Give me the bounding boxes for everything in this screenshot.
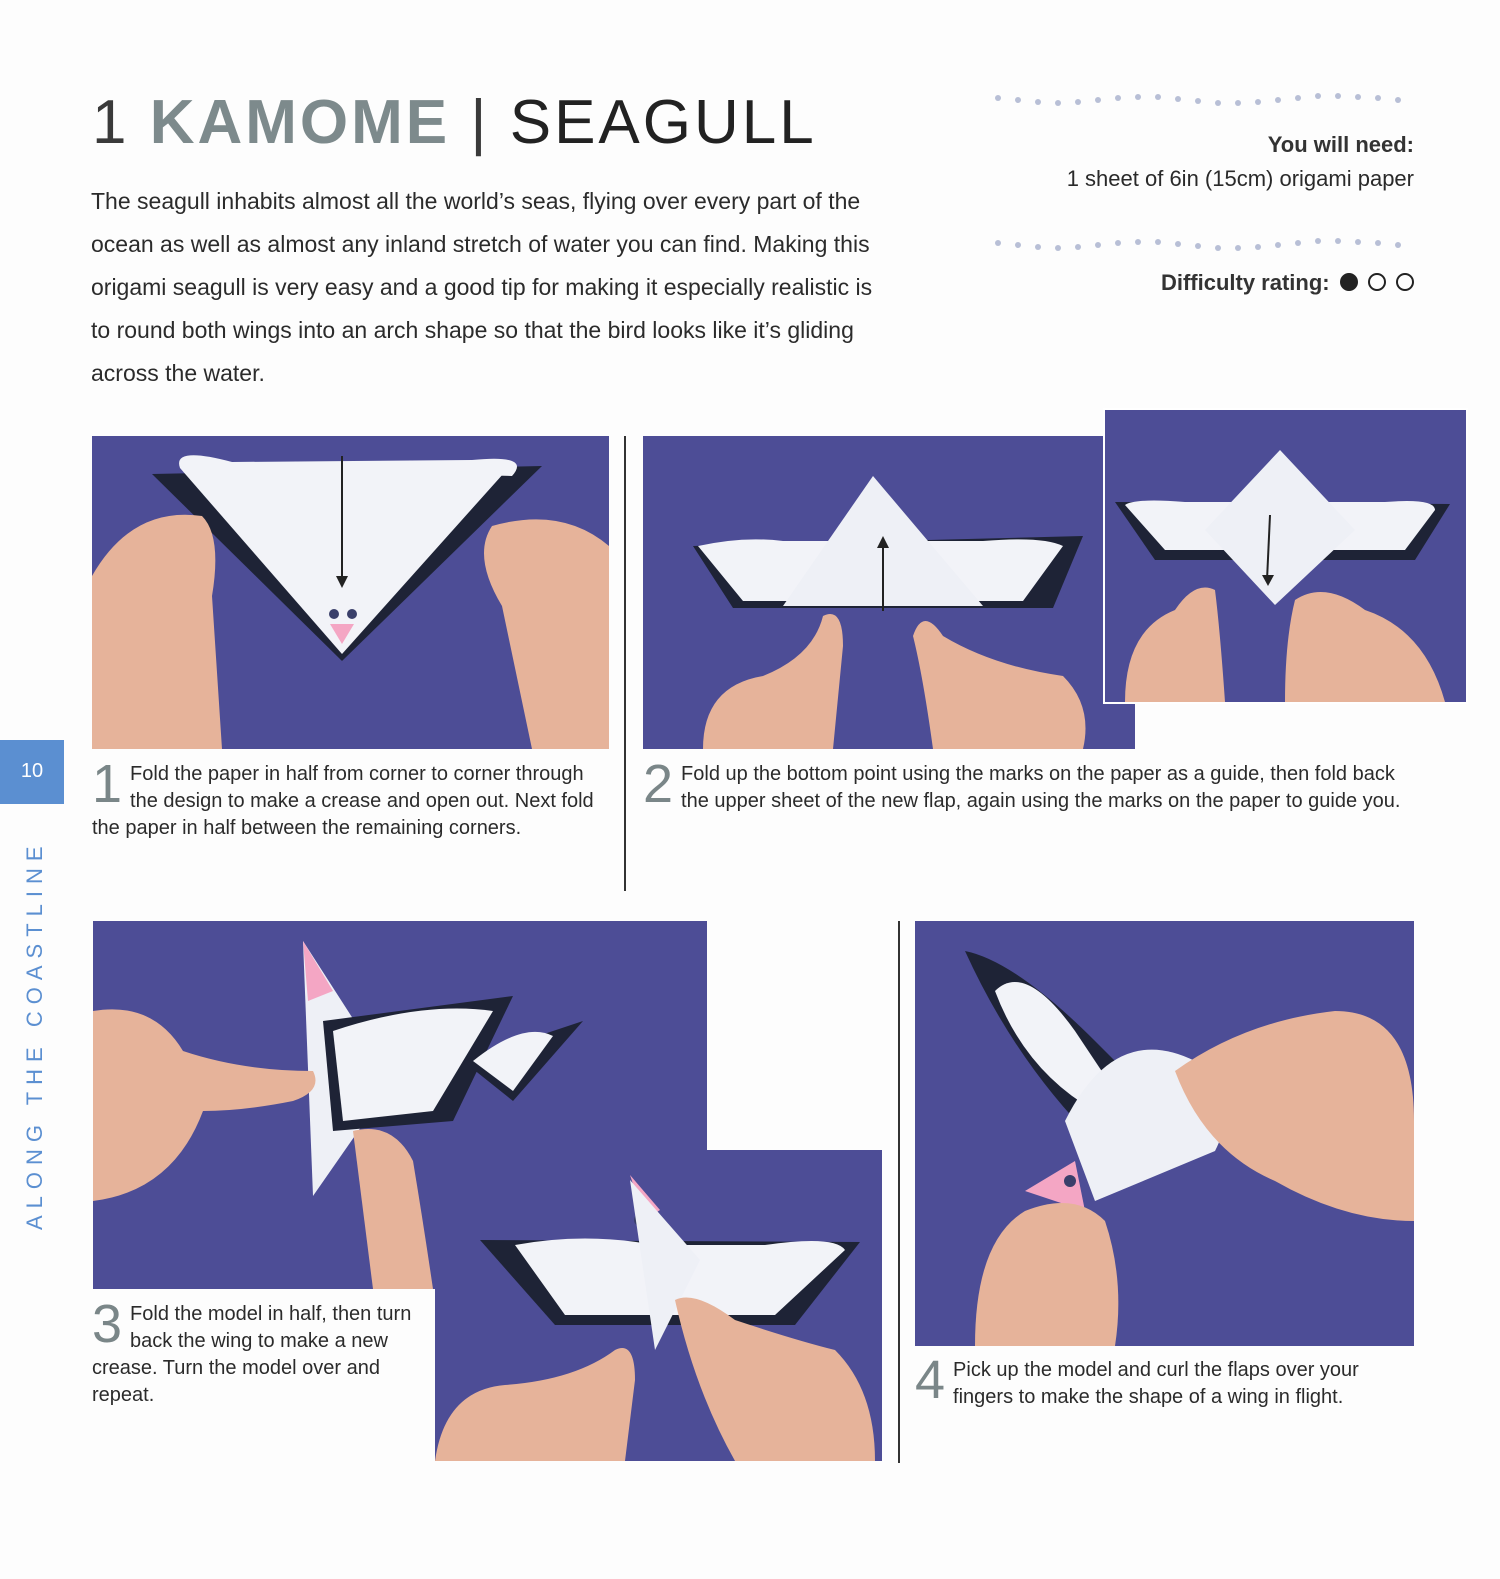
step-4-photo	[915, 921, 1414, 1346]
divider-vertical	[624, 436, 626, 891]
step-1-number: 1	[92, 754, 123, 814]
title-number: 1	[92, 88, 130, 157]
difficulty-label: Difficulty rating:	[1160, 270, 1330, 295]
difficulty-dot-filled-icon	[1340, 273, 1358, 291]
difficulty-dot-empty-icon	[1396, 273, 1414, 291]
step-1-photo	[92, 436, 609, 749]
materials-item: 1 sheet of 6in (15cm) origami paper	[1066, 166, 1414, 191]
step-3-photo-b	[435, 1150, 882, 1461]
materials-box	[1067, 128, 1414, 196]
page-number: 10	[20, 760, 44, 782]
step-4-caption	[915, 1350, 1395, 1411]
step-3-caption	[92, 1294, 422, 1409]
title-english: SEAGULL	[509, 88, 817, 157]
step-4-number: 4	[915, 1350, 946, 1410]
divider-vertical-lower	[898, 921, 900, 1463]
step-2-photo-b	[1103, 408, 1468, 704]
decorative-dot-line-middle	[990, 235, 1420, 255]
section-title-vertical: ALONG THE COASTLINE	[22, 839, 47, 1230]
title-japanese: KAMOME	[149, 88, 451, 157]
step-3-number: 3	[92, 1294, 123, 1354]
step-1-caption	[92, 754, 612, 842]
difficulty-rating	[1161, 270, 1414, 296]
step-3-text: Fold the model in half, then turn back the wing to make a new crease. Turn the model over and repeat.	[92, 1303, 412, 1406]
difficulty-dot-empty-icon	[1368, 273, 1386, 291]
intro-paragraph: The seagull inhabits almost all the world’s seas, flying over every part of the ocean as well as almost any inland stretch of water you can find. Making this origami seagull is very easy and a good tip for making it especially realistic is to round both wings into an arch shape so that the bird looks like it’s gliding across the water.	[91, 188, 873, 386]
step-1-text: Fold the paper in half from corner to corner through the design to make a crease and open out. Next fold the paper in half between the remaining corners.	[92, 763, 594, 839]
materials-label: You will need:	[1267, 132, 1414, 157]
step-2-number: 2	[643, 754, 674, 814]
step-4-text: Pick up the model and curl the flaps over your fingers to make the shape of a wing in flight.	[953, 1359, 1359, 1408]
decorative-dot-line-top	[990, 90, 1420, 110]
title-separator: |	[470, 88, 490, 157]
step-2-text: Fold up the bottom point using the marks on the paper as a guide, then fold back the upper sheet of the new flap, again using the marks on the paper to guide you.	[681, 763, 1401, 812]
step-2-photo-a	[643, 436, 1135, 749]
page-title	[92, 88, 817, 157]
step-2-caption	[643, 754, 1403, 815]
